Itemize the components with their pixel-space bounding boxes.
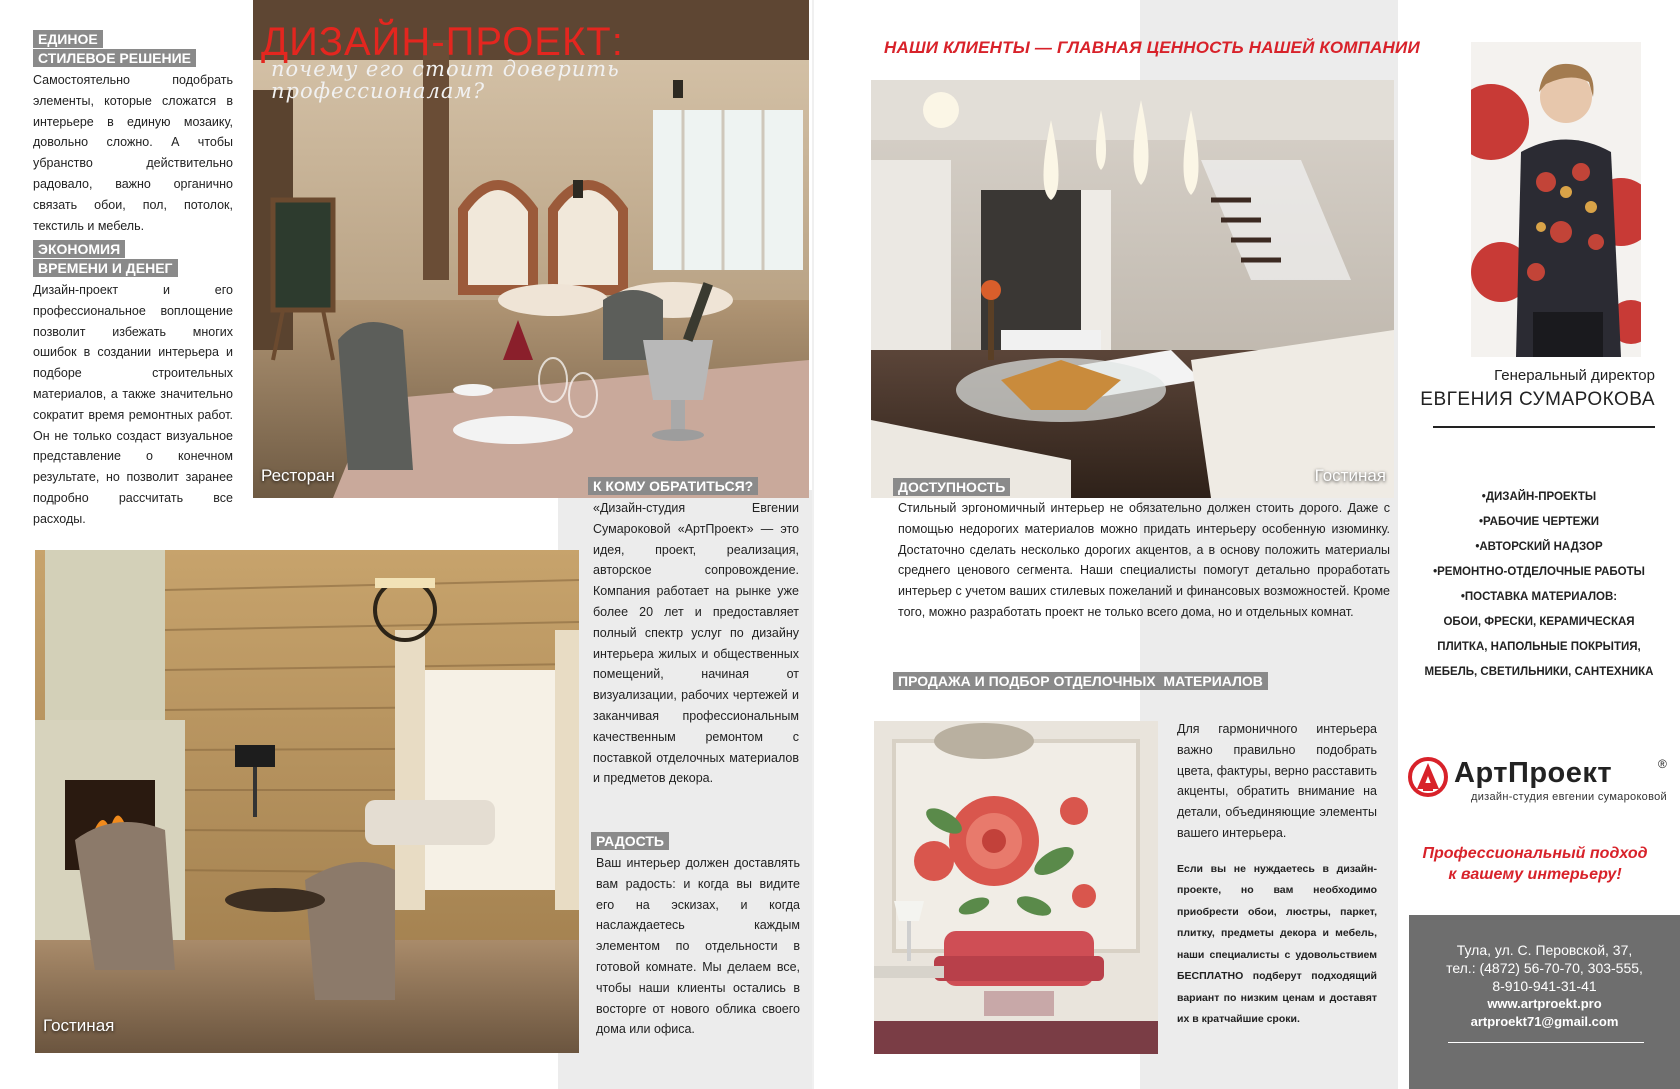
photo-caption: Гостиная xyxy=(1314,466,1386,485)
logo-name: АртПроект xyxy=(1454,757,1613,789)
slogan-line: к вашему интерьеру! xyxy=(1448,866,1622,883)
section-title: ЭКОНОМИЯ xyxy=(33,240,125,258)
contacts-block xyxy=(1419,941,1670,1031)
services-list xyxy=(1414,485,1664,685)
logo-a-icon xyxy=(1408,757,1448,797)
phone-text: тел.: (4872) 56-70-70, 303-555, xyxy=(1446,960,1643,976)
section-materials-text xyxy=(1177,719,1377,1031)
rose-wallpaper-illustration xyxy=(874,721,1158,1054)
section-who-to-contact xyxy=(593,477,799,789)
contacts-divider xyxy=(1448,1042,1644,1043)
website-link[interactable]: www.artproekt.pro xyxy=(1487,996,1602,1011)
section-text: Дизайн-проект и его профессиональное воплощение позволит избежать многих ошибок в создании интерьера и подборе строительных материалов, а также значительно сократит время ремонтных работ. Он не только создаст визуальное представление о конечном результате, но позволит заранее подробно рассчитать все расходы. xyxy=(33,283,233,526)
section-text: Самостоятельно подобрать элементы, которые сложатся в интерьере в единую мозаику, довольно сложно. А чтобы убранство действительно радовало, важно органично связать обои, пол, потолок, текстиль и мебель. xyxy=(33,73,233,233)
modern-living-illustration xyxy=(871,80,1394,498)
living-room-illustration xyxy=(35,550,579,1053)
section-title: ПРОДАЖА И ПОДБОР ОТДЕЛОЧНЫХ МАТЕРИАЛОВ xyxy=(893,672,1268,690)
page-title: ДИЗАЙН-ПРОЕКТ: xyxy=(261,20,624,64)
page-subtitle: почему его стоит доверить xyxy=(271,57,620,81)
section-savings xyxy=(33,240,233,530)
director-role: Генеральный директор xyxy=(1494,367,1655,384)
section-unified-style xyxy=(33,30,233,236)
name-divider xyxy=(1433,426,1655,428)
director-photo xyxy=(1471,42,1641,357)
modern-living-room-photo xyxy=(871,80,1394,498)
section-bold-text: Если вы не нуждаетесь в дизайн-проекте, но вам необходимо приобрести обои, люстры, паркет, плитку, предметы декора и мебель, наши специалисты с удовольствием БЕСПЛАТНО подберут подходящий вариант по низким ценам и доставят их в кратчайшие сроки. xyxy=(1177,862,1377,1026)
artproekt-logo xyxy=(1408,757,1673,807)
section-materials-title xyxy=(898,672,1398,691)
phone-text: 8-910-941-31-41 xyxy=(1492,978,1597,994)
service-item: ПЛИТКА, НАПОЛЬНЫЕ ПОКРЫТИЯ, xyxy=(1437,641,1641,653)
section-title: ВРЕМЕНИ И ДЕНЕГ xyxy=(33,259,178,277)
page-subtitle: профессионалам? xyxy=(271,79,486,103)
hero-title-block xyxy=(261,22,624,102)
living-room-fireplace-photo xyxy=(35,550,579,1053)
photo-caption: Ресторан xyxy=(261,466,335,485)
address-text: Тула, ул. С. Перовской, 37, xyxy=(1456,942,1633,958)
restaurant-photo xyxy=(253,0,809,498)
director-portrait xyxy=(1471,42,1641,357)
email-link[interactable]: artproekt71@gmail.com xyxy=(1470,1014,1619,1029)
section-text: Стильный эргономичный интерьер не обязательно должен стоить дорого. Даже с помощью недорогих материалов можно придать интерьеру особенную изюминку. Достаточно сделать несколько дорогих акцентов, а в основу положить материалы среднего ценового сегмента. Наши специалисты помогут детально проработать интерьер с учетом ваших стилевых пожеланий и финансовых возможностей. Кроме того, можно разработать проект не только всего дома, но и отдельных комнат. xyxy=(898,501,1390,619)
service-item: ОБОИ, ФРЕСКИ, КЕРАМИЧЕСКАЯ xyxy=(1443,616,1635,628)
page-fold xyxy=(812,0,814,1089)
section-title: РАДОСТЬ xyxy=(591,832,669,850)
service-item: •РЕМОНТНО-ОТДЕЛОЧНЫЕ РАБОТЫ xyxy=(1433,566,1645,578)
logo-registered: ® xyxy=(1658,757,1667,771)
service-item: •ДИЗАЙН-ПРОЕКТЫ xyxy=(1481,491,1597,503)
section-accessibility xyxy=(898,478,1390,623)
section-title: К КОМУ ОБРАТИТЬСЯ? xyxy=(588,477,758,495)
service-item: •ПОСТАВКА МАТЕРИАЛОВ: xyxy=(1460,591,1618,603)
section-text: Ваш интерьер должен доставлять вам радость: и когда вы видите его на эскизах, и когда наслаждаетесь каждым элементом по отдельности в готовой комнате. Мы делаем все, чтобы наши клиенты остались в восторге от нового облика своего дома или офиса. xyxy=(596,856,800,1037)
service-item: •АВТОРСКИЙ НАДЗОР xyxy=(1475,541,1603,553)
logo-tagline: дизайн-студия евгении сумароковой xyxy=(1471,791,1667,803)
slogan-line: Профессиональный подход xyxy=(1422,845,1648,862)
service-item: МЕБЕЛЬ, СВЕТИЛЬНИКИ, САНТЕХНИКА xyxy=(1424,666,1654,678)
rose-wallpaper-photo xyxy=(874,721,1158,1054)
section-joy xyxy=(596,832,800,1040)
director-name: ЕВГЕНИЯ СУМАРОКОВА xyxy=(1420,389,1655,410)
section-title: ДОСТУПНОСТЬ xyxy=(893,478,1010,496)
section-title: СТИЛЕВОЕ РЕШЕНИЕ xyxy=(33,49,196,67)
section-title: ЕДИНОЕ xyxy=(33,30,103,48)
clients-heading: НАШИ КЛИЕНТЫ — ГЛАВНАЯ ЦЕННОСТЬ НАШЕЙ КОМПАНИИ xyxy=(884,38,1420,57)
section-text: Для гармоничного интерьера важно правильно подобрать цвета, фактуры, верно расставить акценты, обратить внимание на детали, объединяющие элементы вашего интерьера. xyxy=(1177,722,1377,840)
photo-caption: Гостиная xyxy=(43,1016,115,1035)
service-item: •РАБОЧИЕ ЧЕРТЕЖИ xyxy=(1478,516,1600,528)
contacts-panel xyxy=(1409,915,1680,1089)
slogan xyxy=(1415,843,1655,885)
section-text: «Дизайн-студия Евгении Сумароковой «АртПроект» — это идея, проект, реализация, авторское сопровождение. Компания работает на рынке уже более 20 лет и предоставляет полный спектр услуг по дизайну интерьера жилых и общественных помещений, начиная от визуализации, рабочих чертежей и заканчивая профессиональным качественным ремонтом с поставкой отделочных материалов и предметов декора. xyxy=(593,501,799,786)
